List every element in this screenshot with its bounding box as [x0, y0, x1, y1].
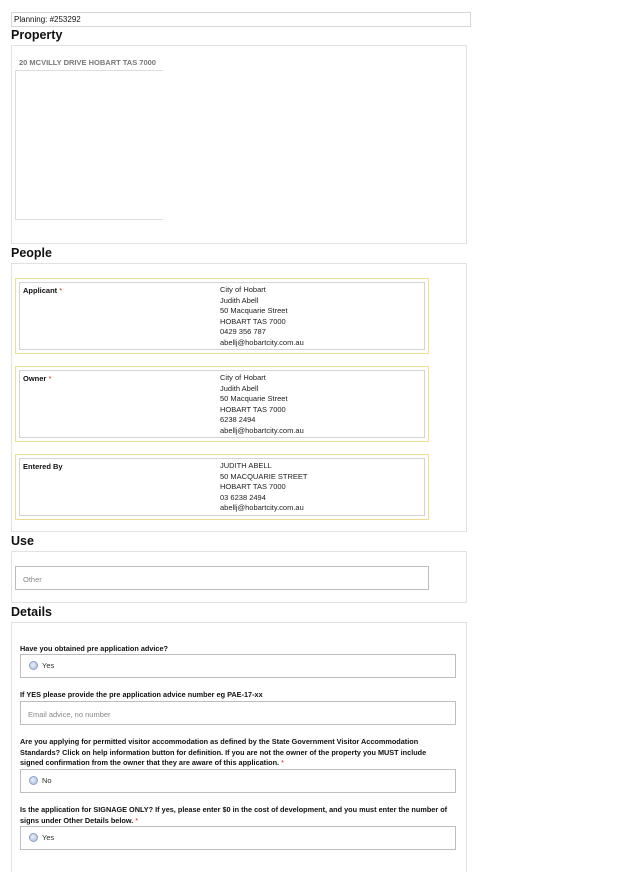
radio-icon[interactable] — [29, 661, 38, 670]
owner-card[interactable] — [15, 366, 429, 442]
section-title-people: People — [11, 246, 52, 260]
planning-reference: Planning: #253292 — [11, 12, 471, 27]
use-field[interactable]: Other — [15, 566, 429, 590]
applicant-card[interactable] — [15, 278, 429, 354]
use-panel — [11, 551, 467, 603]
details-panel — [11, 622, 467, 872]
signage-only-radio-field[interactable]: Yes — [20, 826, 456, 850]
property-address: 20 MCVILLY DRIVE HOBART TAS 7000 — [19, 58, 156, 67]
property-panel — [11, 45, 467, 244]
property-map[interactable] — [15, 70, 163, 220]
radio-icon[interactable] — [29, 833, 38, 842]
entered-by-label: Entered By — [23, 462, 63, 471]
entered-by-details: JUDITH ABELL 50 MACQUARIE STREET HOBART TAS 7000 03 6238 2494 abellj@hobartcity.com.au — [220, 461, 308, 513]
section-title-property: Property — [11, 28, 63, 42]
radio-icon[interactable] — [29, 776, 38, 785]
people-panel — [11, 263, 467, 532]
question-advice-number: If YES please provide the pre application advice number eg PAE-17-xx — [20, 690, 263, 699]
applicant-details: City of Hobart Judith Abell 50 Macquarie Street HOBART TAS 7000 0429 356 787 abellj@hobartcity.com.au — [220, 285, 304, 347]
question-pre-advice: Have you obtained pre application advice? — [20, 644, 169, 653]
advice-number-input[interactable]: Email advice, no number — [20, 701, 456, 725]
section-title-details: Details — [11, 605, 52, 619]
owner-label: Owner * — [23, 374, 52, 383]
section-title-use: Use — [11, 534, 34, 548]
pre-advice-radio-field[interactable]: Yes — [20, 654, 456, 678]
question-visitor-accommodation: Are you applying for permitted visitor accommodation as defined by the State Government Visitor Accommodation Standards? Click on help information button for definition. If you are not the owner of the property you MUST include signed confirmation from the owner that they are aware of this application. * — [20, 737, 427, 767]
entered-by-card[interactable] — [15, 454, 429, 520]
visitor-accommodation-radio-field[interactable]: No — [20, 769, 456, 793]
applicant-label: Applicant * — [23, 286, 63, 295]
owner-details: City of Hobart Judith Abell 50 Macquarie Street HOBART TAS 7000 6238 2494 abellj@hobartcity.com.au — [220, 373, 304, 435]
question-signage-only: Is the application for SIGNAGE ONLY? If yes, please enter $0 in the cost of development, and you must enter the number of signs under Other Details below. * — [20, 805, 448, 825]
